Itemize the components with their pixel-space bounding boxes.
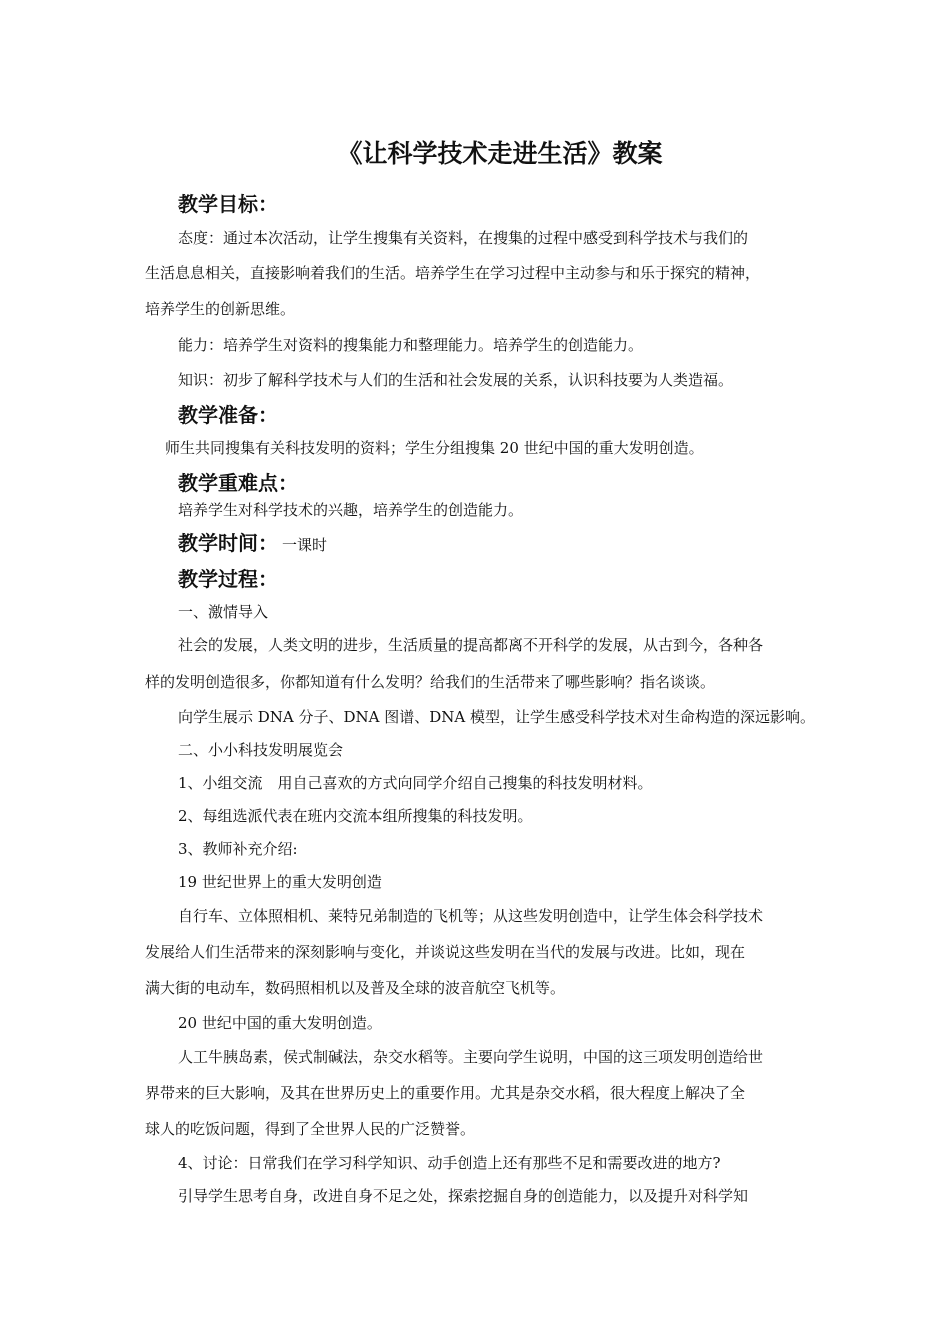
paragraph-line: 球人的吃饭问题，得到了全世界人民的广泛赞誉。 xyxy=(145,1120,476,1138)
paragraph-line: 19 世纪世界上的重大发明创造 xyxy=(178,873,382,891)
heading-time-label: 教学时间： xyxy=(178,531,278,555)
paragraph-line: 知识：初步了解科学技术与人们的生活和社会发展的关系，认识科技要为人类造福。 xyxy=(178,371,734,389)
paragraph-line: 发展给人们生活带来的深刻影响与变化，并谈说这些发明在当代的发展与改进。比如，现在 xyxy=(145,943,746,961)
paragraph-line: 培养学生对科学技术的兴趣，培养学生的创造能力。 xyxy=(178,501,524,519)
paragraph-line: 社会的发展，人类文明的进步，生活质量的提高都离不开科学的发展，从古到今，各种各 xyxy=(178,636,764,654)
heading-time xyxy=(178,527,327,556)
paragraph-line: 生活息息相关，直接影响着我们的生活。培养学生在学习过程中主动参与和乐于探究的精神， xyxy=(145,264,761,282)
paragraph-line: 能力：培养学生对资料的搜集能力和整理能力。培养学生的创造能力。 xyxy=(178,336,644,354)
heading-objectives: 教学目标： xyxy=(178,192,278,216)
paragraph-line: 20 世纪中国的重大发明创造。 xyxy=(178,1014,382,1032)
paragraph-line: 师生共同搜集有关科技发明的资料；学生分组搜集 20 世纪中国的重大发明创造。 xyxy=(165,439,704,457)
paragraph-line: 自行车、立体照相机、莱特兄弟制造的飞机等；从这些发明创造中，让学生体会科学技术 xyxy=(178,907,764,925)
paragraph-line: 二、小小科技发明展览会 xyxy=(178,741,344,759)
heading-preparation: 教学准备： xyxy=(178,403,278,427)
paragraph-line: 样的发明创造很多，你都知道有什么发明？给我们的生活带来了哪些影响？指名谈谈。 xyxy=(145,673,716,691)
paragraph-line: 2、每组选派代表在班内交流本组所搜集的科技发明。 xyxy=(178,807,533,825)
paragraph-line: 满大街的电动车，数码照相机以及普及全球的波音航空飞机等。 xyxy=(145,979,566,997)
heading-time-value: 一课时 xyxy=(282,536,328,554)
paragraph-line: 3、教师补充介绍: xyxy=(178,840,298,858)
paragraph-line: 培养学生的创新思维。 xyxy=(145,300,296,318)
paragraph-line: 界带来的巨大影响，及其在世界历史上的重要作用。尤其是杂交水稻，很大程度上解决了全 xyxy=(145,1084,746,1102)
paragraph-line: 4、讨论：日常我们在学习科学知识、动手创造上还有那些不足和需要改进的地方? xyxy=(178,1154,721,1172)
paragraph-line: 一、激情导入 xyxy=(178,603,269,621)
paragraph-line: 人工牛胰岛素，侯式制碱法，杂交水稻等。主要向学生说明，中国的这三项发明创造给世 xyxy=(178,1048,764,1066)
paragraph-line: 态度：通过本次活动，让学生搜集有关资料，在搜集的过程中感受到科学技术与我们的 xyxy=(178,229,749,247)
paragraph-line: 引导学生思考自身，改进自身不足之处，探索挖掘自身的创造能力，以及提升对科学知 xyxy=(178,1187,749,1205)
paragraph-line: 1、小组交流 用自己喜欢的方式向同学介绍自己搜集的科技发明材料。 xyxy=(178,774,653,792)
document-title: 《让科学技术走进生活》教案 xyxy=(337,139,663,168)
heading-process: 教学过程： xyxy=(178,567,278,591)
paragraph-line: 向学生展示 DNA 分子、DNA 图谱、DNA 模型，让学生感受科学技术对生命构造的深远影响。 xyxy=(178,708,816,726)
heading-key-points: 教学重难点： xyxy=(178,471,298,495)
